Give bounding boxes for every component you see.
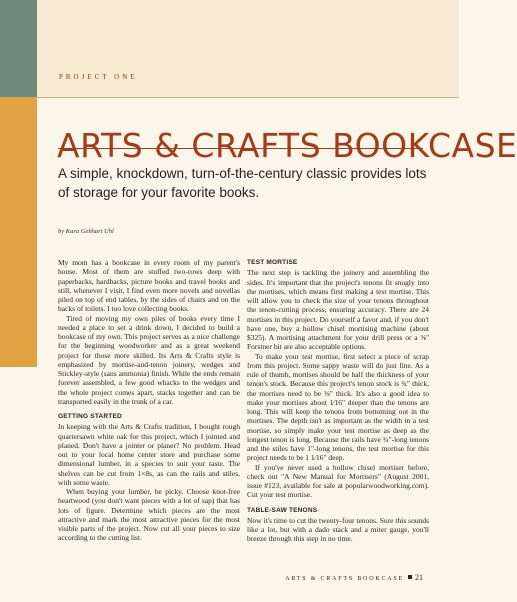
paragraph: Tired of moving my own piles of books every time I needed a place to set a drink down, I decided to build a bookcase of my own. This project serves as a nice challenge for the beginning woodworker and as a great weekend project for those more skilled. Its Arts & Crafts style is emphasized by mortise-and-tenon joinery, wedges and Stickley-style (sans ammonia) finish. While the ends remain forever assembled, a few good whacks to the wedges and the whole project comes apart, stacks together and can be transported easily in the trunk of a car.: [58, 313, 240, 406]
section-heading-getting-started: GETTING STARTED: [58, 413, 122, 420]
paragraph: When buying your lumber, be picky. Choose knot-free heartwood (you don't want pieces with a lot of sap) that has lots of figure. Determine which pieces are the most attractive and mark the most attractive pieces for the most visible parts of the project. Now cut all your pieces to size according to the cutting list.: [58, 487, 240, 543]
paragraph: The next step is tackling the joinery and assembling the sides. It's important that the project's tenons fit snugly into the mortises, which means first making a test mortise. This will allow you to check the size of your tenons throughout the tenon-cutting process, ensuring accuracy. There are 24 mortises in this project. Do yourself a favor and, if you don't have one, buy a hollow chisel mortising machine (about $325). A mortising attachment for your drill press or a ⅜" Forstner bit are also acceptable options.: [247, 268, 429, 352]
square-bullet-icon: [408, 575, 412, 579]
running-head: ARTS & CRAFTS BOOKCASE: [285, 576, 404, 582]
paragraph: Now it's time to cut the twenty-four tenons. Sure this sounds like a lot, but with a dado stack and a miter gauge, you'll breeze through this step in no time.: [247, 515, 429, 544]
project-kicker: PROJECT ONE: [59, 73, 138, 81]
paragraph: My mom has a bookcase in every room of my parent's house. Most of them are stuffed two-rows deep with paperbacks, hardbacks, picture books and travel books and still, whenever I visit, I find even more novels and novellas piled on top of end tables, by the sides of chairs and on the backs of toilets. I too love collecting books.: [58, 258, 240, 314]
section-heading-table-saw-tenons: TABLE-SAW TENONS: [247, 506, 318, 514]
page-number: 21: [415, 573, 423, 582]
article-subtitle: A simple, knockdown, turn-of-the-century classic provides lots of storage for your favorite books.: [58, 166, 427, 200]
left-column: [58, 258, 240, 543]
paragraph: To make your test mortise, first select a piece of scrap from this project. Some sappy waste will do just fine. As a rule of thumb, mortises should be half the thickness of your tenon's stock. Because this project's tenon stock is ¾" thick, the mortises need to be ⅜" thick. It's also a good idea to make your mortises about 1⁄16" deeper than the tenons are long. This will keep the tenons from bottoming out in the mortises. The depth isn't as important as the width in a test mortise, so simply make your test mortise as deep as the longest tenon is long. Because the rails have ¾"-long tenons and the stiles have 1"-long tenons, the test mortise for this project needs to be 1 1⁄16" deep.: [247, 351, 429, 463]
title-underline: [58, 148, 423, 149]
article-title: ARTS & CRAFTS BOOKCASE: [57, 126, 517, 166]
header-rule: [37, 97, 459, 98]
paragraph: If you've never used a hollow chisel mortiser before, check out "A New Manual for Mortisers" (August 2001, issue #123, available for sale at popularwoodworking.com). Cut your test mortise.: [247, 462, 429, 500]
header-background: [37, 0, 459, 97]
decorative-band-green: [0, 0, 37, 97]
section-heading-test-mortise: TEST MORTISE: [247, 259, 298, 266]
byline: by Kara Gebhart Uhl: [58, 228, 114, 235]
right-column: [247, 258, 429, 544]
paragraph: In keeping with the Arts & Crafts tradition, I bought rough quartersawn white oak for this project, which I jointed and planed. Don't have a jointer or planer? No problem. Head out to your local home center store and purchase some dimensional lumber, in a species to suit your taste. The shelves can be cut from 1×8s, as can the rails and stiles, with some waste.: [58, 422, 240, 487]
page-footer: [285, 573, 423, 582]
decorative-band-orange: [0, 97, 37, 367]
